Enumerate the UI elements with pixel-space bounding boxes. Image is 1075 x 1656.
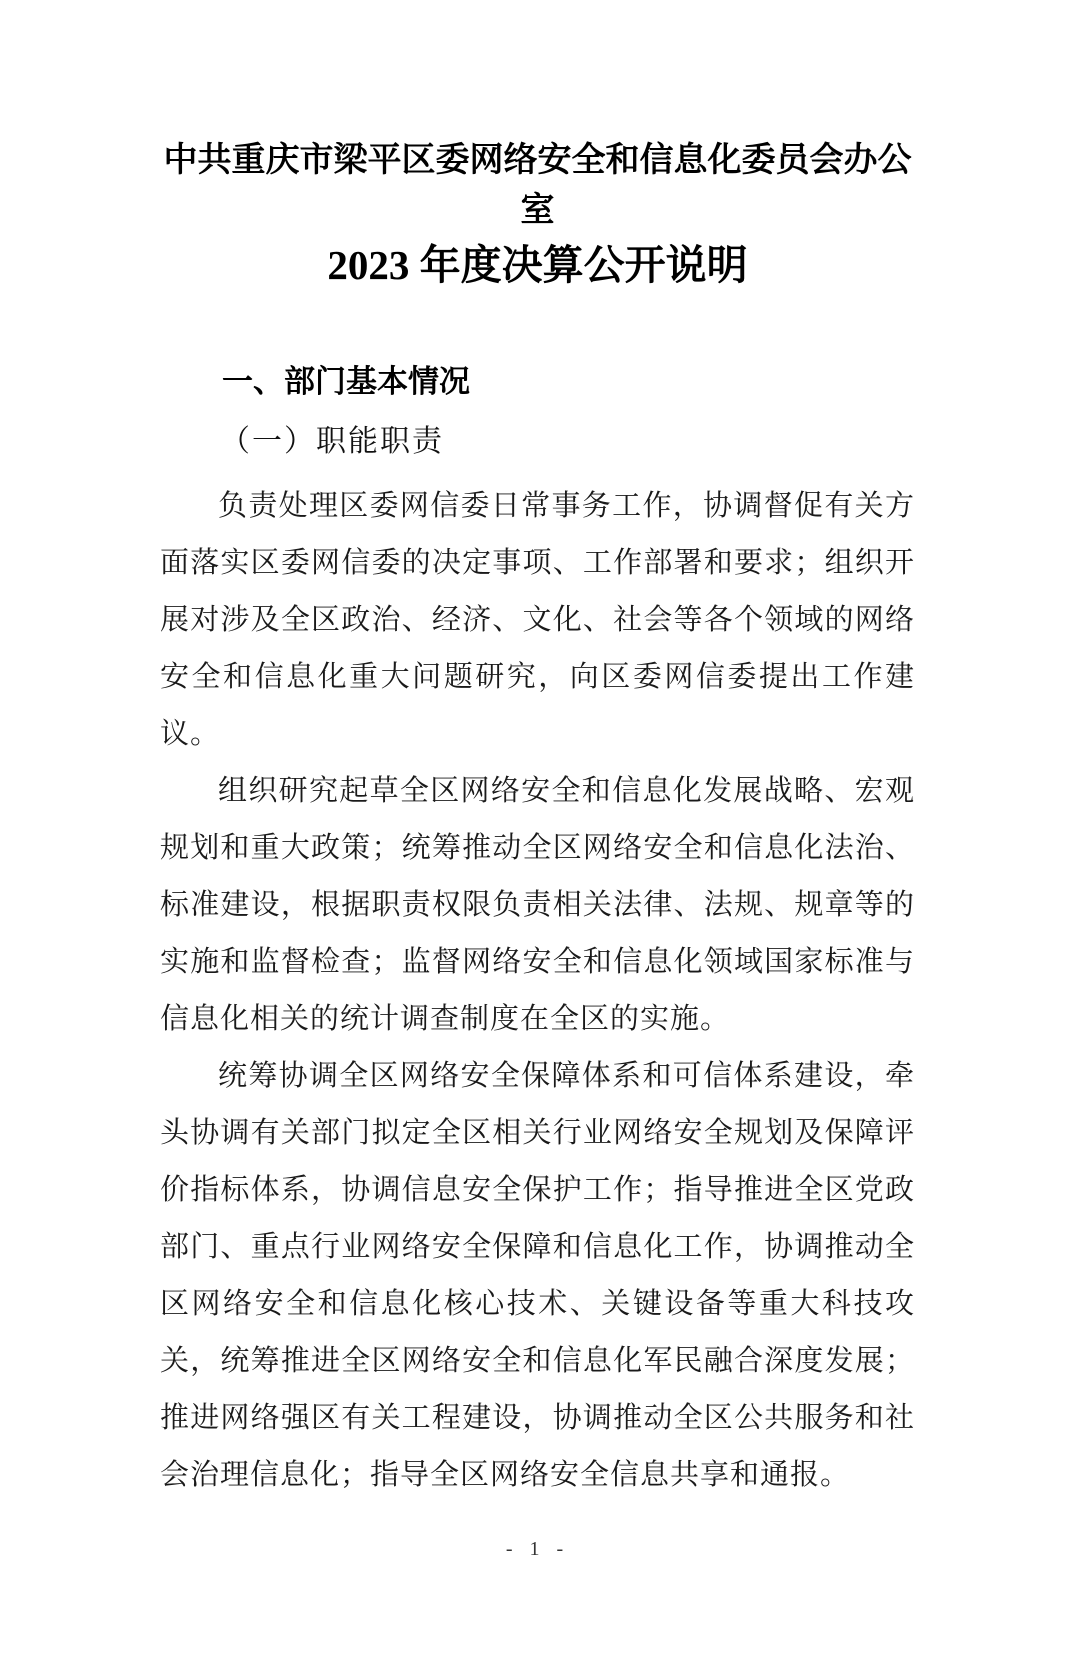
section-heading-basic-info: 一、部门基本情况: [222, 364, 470, 399]
page-number: - 1 -: [505, 1538, 570, 1560]
document-title-line2: 2023 年度决算公开说明: [327, 242, 748, 288]
document-page: [0, 136, 1075, 1656]
body-paragraph-3: 统筹协调全区网络安全保障体系和可信体系建设，牵头协调有关部门拟定全区相关行业网络安全规划及保障评价指标体系，协调信息安全保护工作；指导推进全区党政部门、重点行业网络安全保障和信息化工作，协调推动全区网络安全和信息化核心技术、关键设备等重大科技攻关，统筹推进全区网络安全和信息化军民融合深度发展；推进网络强区有关工程建设，协调推动全区公共服务和社会治理信息化；指导全区网络安全信息共享和通报。: [160, 1060, 915, 1491]
body-paragraph-1: 负责处理区委网信委日常事务工作，协调督促有关方面落实区委网信委的决定事项、工作部署和要求；组织开展对涉及全区政治、经济、文化、社会等各个领域的网络安全和信息化重大问题研究，向区委网信委提出工作建议。: [160, 490, 915, 750]
body-text: [160, 478, 915, 1504]
body-paragraph-2: 组织研究起草全区网络安全和信息化发展战略、宏观规划和重大政策；统筹推动全区网络安全和信息化法治、标准建设，根据职责权限负责相关法律、法规、规章等的实施和监督检查；监督网络安全和信息化领域国家标准与信息化相关的统计调查制度在全区的实施。: [160, 775, 915, 1035]
subsection-heading-duties: （一）职能职责: [220, 425, 444, 458]
document-title-line1: 中共重庆市梁平区委网络安全和信息化委员会办公室: [163, 142, 912, 229]
